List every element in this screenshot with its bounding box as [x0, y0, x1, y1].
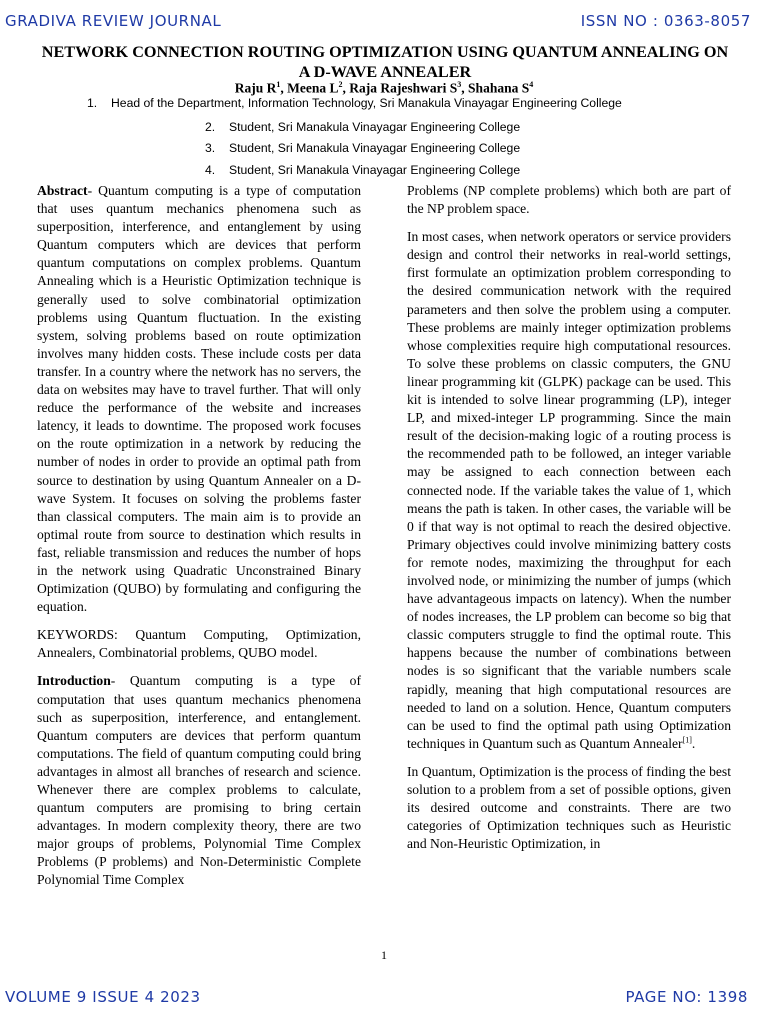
keywords-paragraph: KEYWORDS: Quantum Computing, Optimization, Annealers, Combinatorial problems, QUBO model.	[37, 627, 361, 661]
introduction-paragraph	[37, 672, 361, 889]
footer-page: PAGE NO: 1398	[625, 988, 748, 1006]
affiliation-number: 1.	[87, 96, 98, 110]
affiliation-2	[205, 120, 520, 134]
introduction-text: - Quantum computing is a type of computation that uses quantum mechanics phenomena such as superposition, interference, and entanglement. Quantum computers are devices that perform quantum computations. The field of quantum computing could bring advantages in almost all branches of research and science. Whenever there are complex problems to calculate, quantum computers are promising to bring certain advantages. In modern complexity theory, there are two major groups of problems, Polynomial Time Complex Problems (P problems) and Non-Deterministic Complete Polynomial Time Complex	[37, 673, 361, 888]
abstract-text: - Quantum computing is a type of computation that uses quantum mechanics phenomena such as superposition, interference, and entanglement by using Quantum computers which are devices that perform quantum computations on complex problems. Quantum Annealing which is a Heuristic Optimization technique is generally used to solve combinatorial optimization problems using Quantum fluctuation. In the existing system, solving problems based on route optimization involves many hidden costs. These include costs per data transfer. In a country where the network has no servers, the data on websites may have to travel further. That will only reduce the performance of the website and increases latency, it leads to downtime. The proposed work focuses on the route optimization in a network by reducing the number of nodes in order to provide an optimal path from source to destination by using Quantum Annealer on a D-wave System. It focuses on solving the problems faster than classical computers. The main aim is to provide an optimal route from source to destination which results in fast, reliable transmission and reduces the number of hops in the network using Quadratic Unconstrained Binary Optimization (QUBO) by formulating and configuring the equation.	[37, 183, 361, 615]
body-paragraph-2	[407, 228, 731, 753]
affiliation-number: 4.	[205, 163, 216, 177]
affiliation-text: Student, Sri Manakula Vinayagar Engineering College	[229, 120, 521, 134]
author-name: Shahana S	[468, 80, 530, 96]
affiliation-4	[205, 163, 520, 177]
author-sup: 3	[457, 80, 462, 89]
affiliation-number: 3.	[205, 141, 216, 155]
affiliation-text: Student, Sri Manakula Vinayagar Engineering College	[229, 163, 521, 177]
body-paragraph-3: In Quantum, Optimization is the process of finding the best solution to a problem from a set of possible options, given its desired outcome and constraints. There are two categories of Optimization techniques such as Heuristic and Non-Heuristic Optimization, in	[407, 763, 731, 852]
body-paragraph-2-end: .	[691, 735, 696, 751]
author-sup: 1	[276, 80, 281, 89]
left-column	[37, 182, 361, 900]
author-sup: 2	[338, 80, 343, 89]
author-name: Raju R	[234, 80, 277, 96]
affiliation-3	[205, 141, 520, 155]
author-name: Raja Rajeshwari S	[349, 80, 458, 96]
affiliation-number: 2.	[205, 120, 216, 134]
abstract-label: Abstract	[37, 183, 88, 198]
issn-number: ISSN NO : 0363-8057	[580, 12, 751, 30]
journal-name: GRADIVA REVIEW JOURNAL	[5, 12, 222, 30]
affiliation-text: Head of the Department, Information Technology, Sri Manakula Vinayagar Engineering College	[111, 96, 622, 110]
paper-title: NETWORK CONNECTION ROUTING OPTIMIZATION USING QUANTUM ANNEALING ON A D-WAVE ANNEALER	[41, 43, 729, 81]
page-number: 1	[381, 948, 387, 962]
author-sup: 4	[529, 80, 534, 89]
right-column	[407, 182, 731, 863]
author-name: Meena L	[287, 80, 339, 96]
affiliation-text: Student, Sri Manakula Vinayagar Engineering College	[229, 141, 521, 155]
introduction-label: Introduction	[37, 673, 111, 689]
body-paragraph-1: Problems (NP complete problems) which both are part of the NP problem space.	[407, 183, 731, 217]
abstract-paragraph	[37, 182, 361, 616]
citation-ref: [1]	[682, 735, 692, 745]
body-paragraph-2-text: In most cases, when network operators or service providers design and control their networks in real-world settings, first formulate an optimization problem corresponding to the desired communication network with the required parameters and then solve the problem using a computer. These problems are mainly integer optimization problems whose complexities require high computational resources. To solve these problems on classic computers, the GNU linear programming kit (GLPK) package can be used. This kit is intended to solve linear programming (LP), integer LP, and mixed-integer LP programming. Since the main result of the decision-making logic of a routing process is the recommended path to be followed, an integer variable may be assigned to each connection between each connected node. If the variable takes the value of 1, which means the path is taken. In other cases, the variable will be 0 if that way is not optimal to reach the desired objective. Primary objectives could involve minimizing battery costs for remote nodes, maximizing the throughput for each involved node, or minimizing the number of jumps (which have advantageous impacts on latency). When the number of nodes increases, the LP problem can become so big that classic computers struggle to find the optimal route. This happens because the number of combinations between nodes is so significant that the variable numbers scale rapidly, meaning that high computational resources are needed to land on a solution. Hence, Quantum computers can be used to find the optimal path using Optimization techniques in Quantum such as Quantum Annealer	[407, 229, 731, 751]
author-list: Raju $R^1$, Meena $L^2$, Raja Rajeshwari $S^3$, Shahana $S^4$	[234, 80, 534, 96]
footer-volume: VOLUME 9 ISSUE 4 2023	[5, 988, 201, 1006]
affiliation-1	[87, 96, 622, 110]
